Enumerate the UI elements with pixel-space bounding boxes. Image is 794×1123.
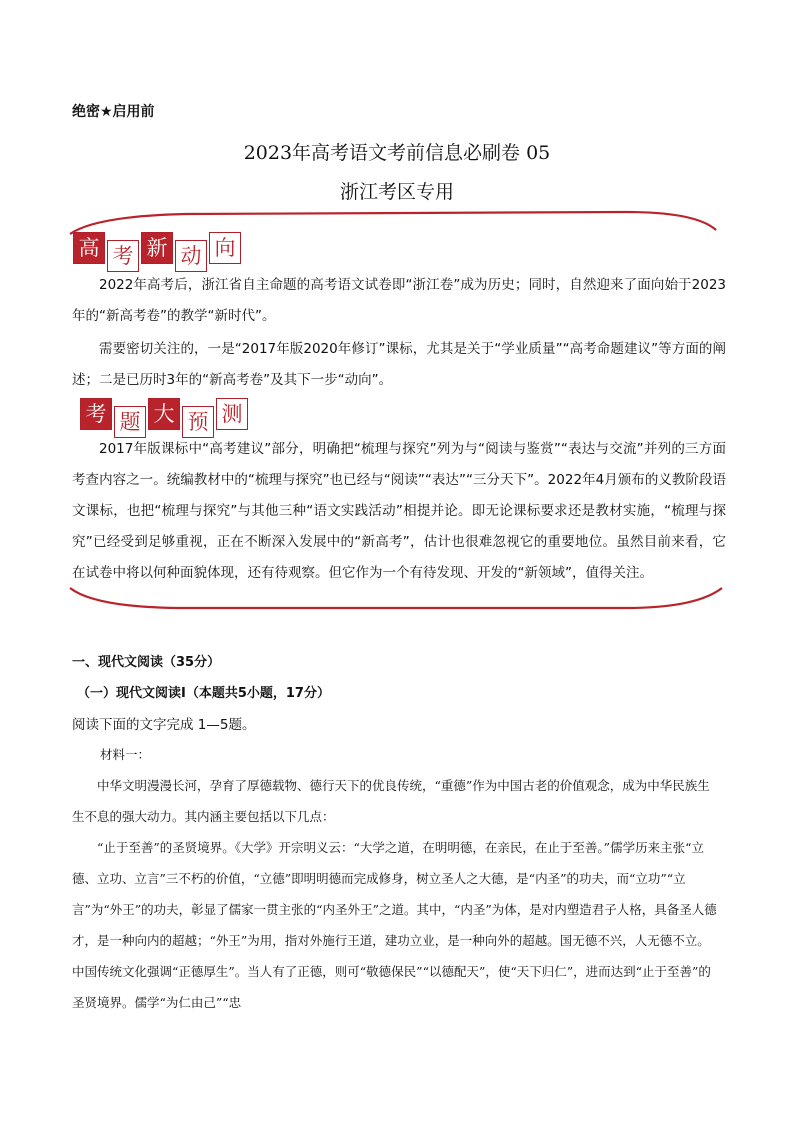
info-box-bottom-curve [70,588,722,608]
badge-exam-forecast [80,398,248,438]
badge1-char: 考 [107,240,139,272]
intro-paragraph: 2022年高考后，浙江省自主命题的高考语文试卷即“浙江卷”成为历史；同时，自然迎来了面向始于2023年的“新高考卷”的教学“新时代”。 [72,277,726,324]
forecast-paragraph: 2017年版课标中“高考建议”部分，明确把“梳理与探究”列为与“阅读与鉴赏”“表达与交流”并列的三方面考查内容之一。统编教材中的“梳理与探究”也已经与“阅读”“表达”“三分天下”。2022年4月颁布的义教阶段语文课标，也把“梳理与探究”与其他三种“语文实践活动”相提并论。即无论课标要求还是教材实施，“梳理与探究”已经受到足够重视，正在不断深入发展中的“新高考”，估计也很难忽视它的重要地位。虽然目前来看，它在试卷中将以何种面貌体现，还有待观察。但它作为一个有待发现、开发的“新领域”，值得关注。 [72,441,726,581]
badge2-char: 大 [148,398,180,430]
badge1-char: 高 [73,232,105,264]
badge2-char: 预 [182,406,214,438]
material-label: 材料一： [100,747,151,762]
badge1-char: 新 [141,232,173,264]
info-box-top-curve [70,212,716,234]
page-subtitle: 浙江考区专用 [339,181,454,203]
subsection-heading: （一）现代文阅读Ⅰ（本题共5小题，17分） [77,686,330,701]
badge2-char: 测 [216,398,248,430]
intro-paragraph: 需要密切关注的，一是“2017年版2020年修订”课标，尤其是关于“学业质量”“高考命题建议”等方面的阐述；二是已历时3年的“新高考卷”及其下一步“动向”。 [72,341,726,388]
badge1-char: 向 [209,232,241,264]
badge1-char: 动 [175,240,207,272]
secret-label: 绝密★启用前 [72,104,155,120]
badge2-char: 考 [80,398,112,430]
reading-paragraph: 中华文明漫漫长河，孕育了厚德载物、德行天下的优良传统，“重德”作为中国古老的价值观念，成为中华民族生生不息的强大动力。其内涵主要包括以下几点： [72,778,710,824]
instruction-text: 阅读下面的文字完成 1—5题。 [72,717,256,733]
reading-paragraph: “止于至善”的圣贤境界。《大学》开宗明义云：“大学之道，在明明德，在亲民，在止于至善。”儒学历来主张“立德、立功、立言”三不朽的价值，“立德”即明明德而完成修身，树立圣人之大德，是“内圣”的功夫，而“立功”“立言”为“外王”的功夫，彰显了儒家一贯主张的“内圣外王”之道。其中，“内圣”为体，是对内塑造君子人格，具备圣人德才，是一种向内的超越；“外王”为用，指对外施行王道，建功立业，是一种向外的超越。国无德不兴，人无德不立。中国传统文化强调“正德厚生”。当人有了正德，则可“敬德保民”“以德配天”，使“天下归仁”，进而达到“止于至善”的圣贤境界。儒学“为仁由己”“忠 [72,840,717,1010]
badge-gaokao-trends [73,232,241,272]
section-heading: 一、现代文阅读（35分） [72,655,221,670]
page-title: 2023年高考语文考前信息必刷卷 05 [243,142,551,164]
badge2-char: 题 [114,406,146,438]
